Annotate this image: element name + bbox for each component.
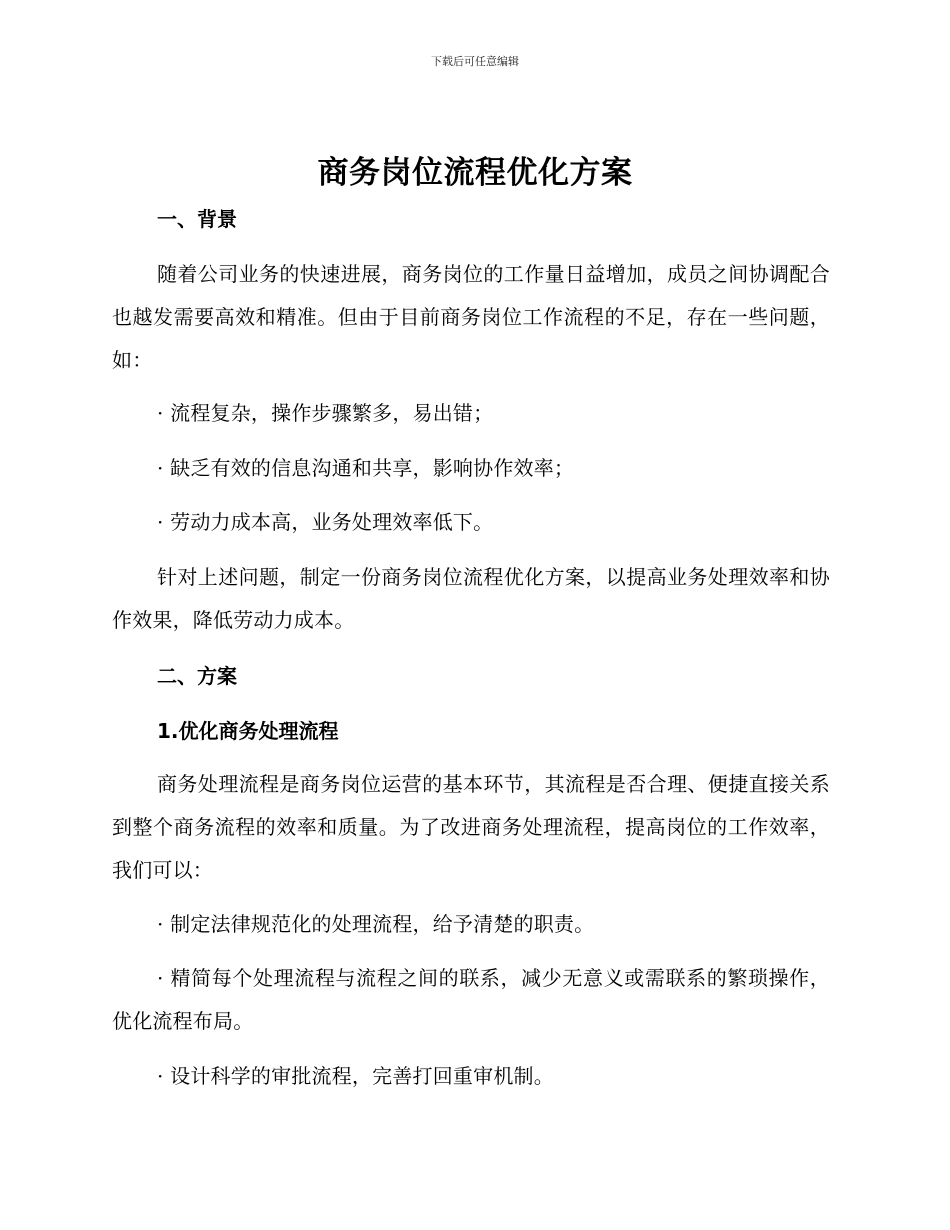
header-note: 下载后可任意编辑: [431, 55, 519, 68]
background-bullet-2: · 缺乏有效的信息沟通和共享，影响协作效率；: [157, 456, 575, 480]
section-heading-plan: 二、方案: [157, 664, 237, 688]
optimize-process-bullet-3: · 设计科学的审批流程，完善打回重审机制。: [157, 1064, 554, 1088]
background-bullet-1: · 流程复杂，操作步骤繁多，易出错；: [157, 401, 494, 425]
optimize-process-bullet-1: · 制定法律规范化的处理流程，给予清楚的职责。: [157, 912, 595, 936]
background-conclusion-paragraph: 针对上述问题，制定一份商务岗位流程优化方案，以提高业务处理效率和协作效果，降低劳动力成本。: [112, 565, 830, 632]
optimize-process-intro-paragraph: 商务处理流程是商务岗位运营的基本环节，其流程是否合理、便捷直接关系到整个商务流程的效率和质量。为了改进商务处理流程，提高岗位的工作效率，我们可以：: [112, 772, 830, 882]
subsection-heading-optimize-process: 1.优化商务处理流程: [157, 719, 339, 743]
document-title: 商务岗位流程优化方案: [317, 155, 633, 191]
section-heading-background: 一、背景: [157, 207, 237, 231]
background-bullet-3: · 劳动力成本高，业务处理效率低下。: [157, 510, 494, 534]
background-intro-paragraph: 随着公司业务的快速进展，商务岗位的工作量日益增加，成员之间协调配合也越发需要高效和精准。但由于目前商务岗位工作流程的不足，存在一些问题，如：: [112, 262, 830, 372]
optimize-process-bullet-2: · 精简每个处理流程与流程之间的联系，减少无意义或需联系的繁琐操作，优化流程布局。: [112, 966, 830, 1033]
